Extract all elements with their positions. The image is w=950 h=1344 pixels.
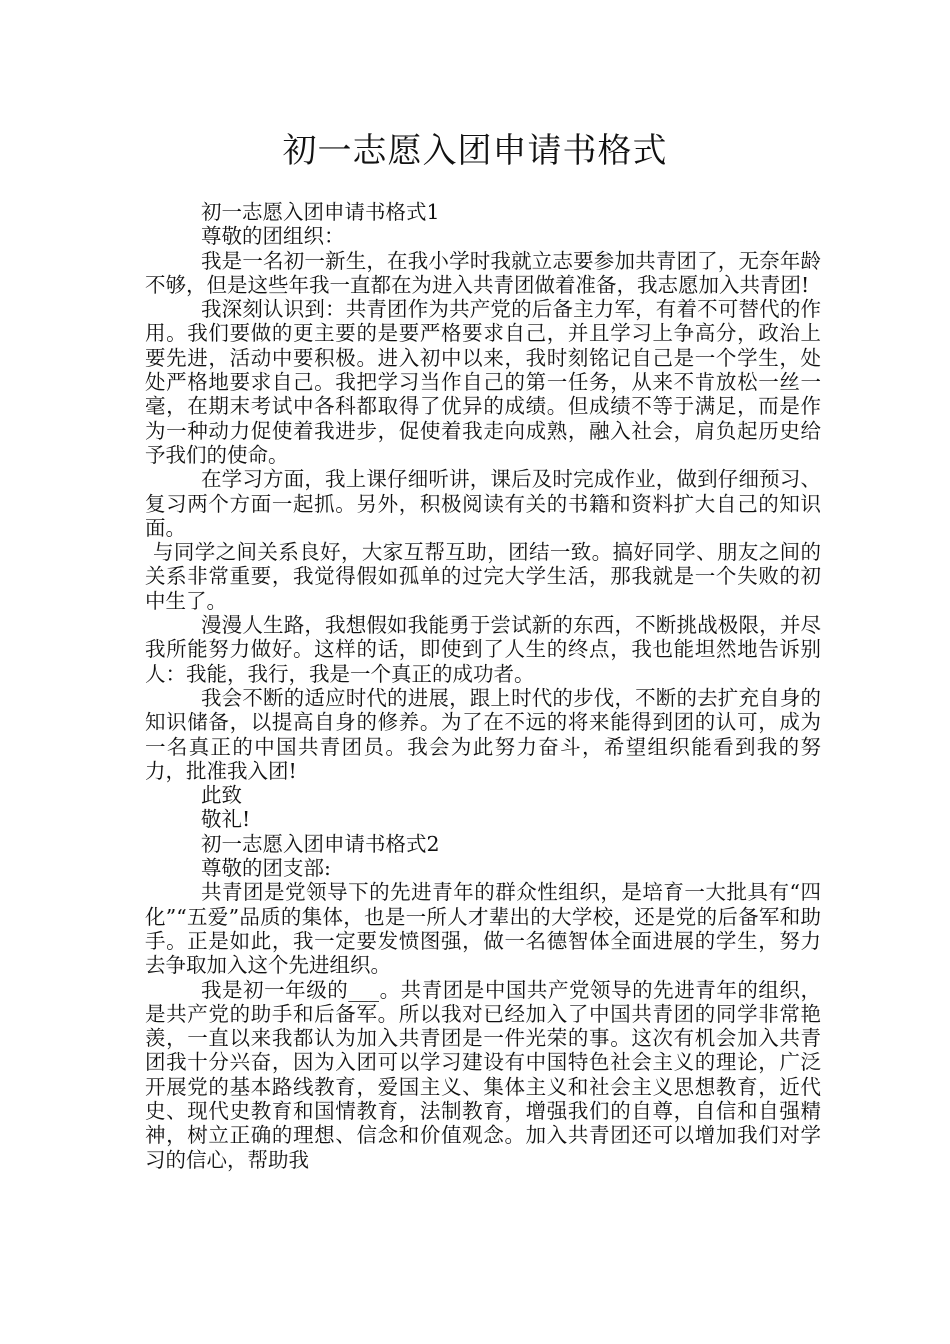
paragraph: 我会不断的适应时代的进展，跟上时代的步伐，不断的去扩充自身的知识储备，以提高自身的修养。为了在不远的将来能得到团的认可，成为一名真正的中国共青团员。我会为此努力奋斗，希望组织能看到我的努力，批准我入团! xyxy=(145,685,821,783)
paragraph: 我深刻认识到：共青团作为共产党的后备主力军，有着不可替代的作用。我们要做的更主要的是要严格要求自己，并且学习上争高分，政治上要先进，活动中要积极。进入初中以来，我时刻铭记自己是一个学生，处处严格地要求自己。我把学习当作自己的第一任务，从来不肯放松一丝一毫，在期末考试中各科都取得了优异的成绩。但成绩不等于满足，而是作为一种动力促使着我进步，促使着我走向成熟，融入社会，肩负起历史给予我们的使命。 xyxy=(145,297,821,467)
paragraph: 我是初一年级的___。共青团是中国共产党领导的先进青年的组织，是共产党的助手和后备军。所以我对已经加入了中国共青团的同学非常艳羡，一直以来我都认为加入共青团是一件光荣的事。这次有机会加入共青团我十分兴奋，因为入团可以学习建设有中国特色社会主义的理论，广泛开展党的基本路线教育，爱国主义、集体主义和社会主义思想教育，近代史、现代史教育和国情教育，法制教育，增强我们的自尊，自信和自强精神，树立正确的理想、信念和价值观念。加入共青团还可以增加我们对学习的信心，帮助我 xyxy=(145,977,821,1172)
section-heading-1: 初一志愿入团申请书格式1 xyxy=(201,200,440,224)
closing-line: 此致 xyxy=(201,783,242,808)
document-body xyxy=(145,200,821,1172)
paragraph: 我是一名初一新生，在我小学时我就立志要参加共青团了，无奈年龄不够，但是这些年我一直都在为进入共青团做着准备，我志愿加入共青团! xyxy=(145,248,821,297)
document-title: 初一志愿入团申请书格式 xyxy=(282,131,668,171)
salutation-1: 尊敬的团组织： xyxy=(201,224,345,249)
closing-line: 敬礼! xyxy=(201,807,251,832)
paragraph: 与同学之间关系良好，大家互帮互助，团结一致。搞好同学、朋友之间的关系非常重要，我觉得假如孤单的过完大学生活，那我就是一个失败的初中生了。 xyxy=(145,540,821,613)
salutation-2: 尊敬的团支部: xyxy=(201,856,331,881)
paragraph: 共青团是党领导下的先进青年的群众性组织，是培育一大批具有“四化”“五爱”品质的集体，也是一所人才辈出的大学校，还是党的后备军和助手。正是如此，我一定要发愤图强，做一名德智体全面进展的学生，努力去争取加入这个先进组织。 xyxy=(145,880,821,978)
paragraph: 漫漫人生路，我想假如我能勇于尝试新的东西，不断挑战极限，并尽我所能努力做好。这样的话，即使到了人生的终点，我也能坦然地告诉别人：我能，我行，我是一个真正的成功者。 xyxy=(145,613,821,686)
section-heading-2: 初一志愿入团申请书格式2 xyxy=(201,831,440,856)
paragraph: 在学习方面，我上课仔细听讲，课后及时完成作业，做到仔细预习、复习两个方面一起抓。另外，积极阅读有关的书籍和资料扩大自己的知识面。 xyxy=(145,467,821,540)
